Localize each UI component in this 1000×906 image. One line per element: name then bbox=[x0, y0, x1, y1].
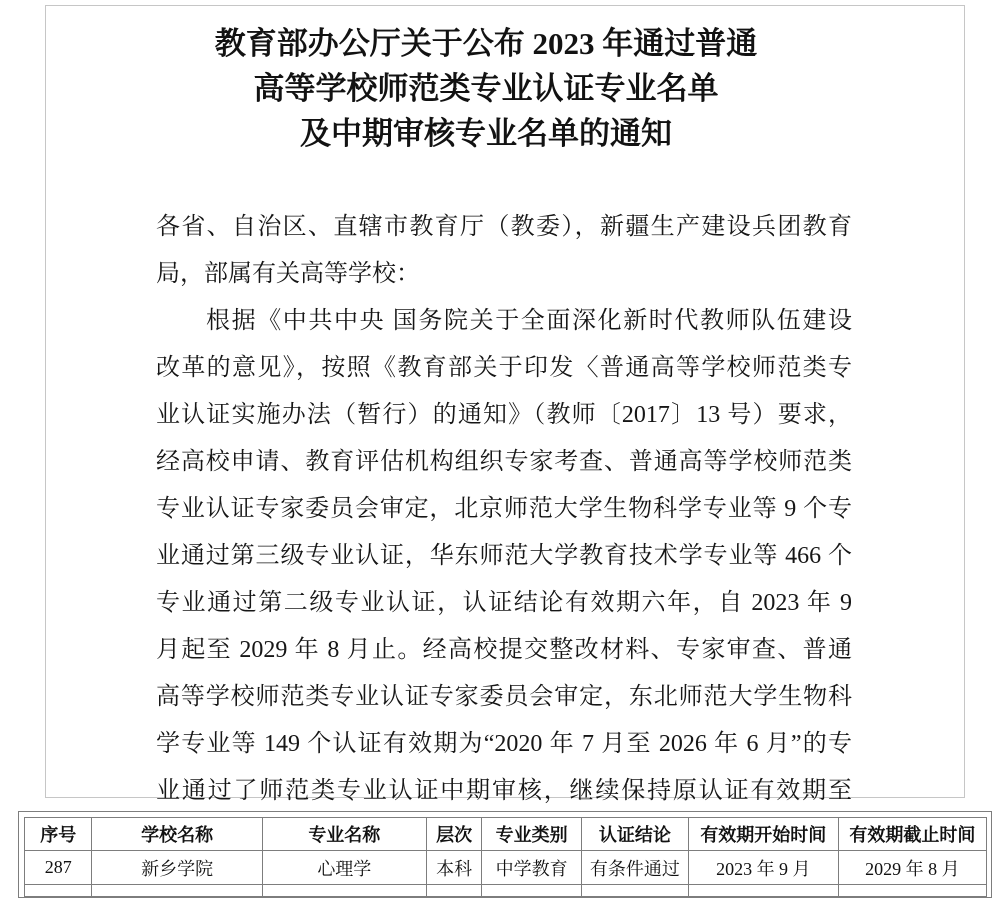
table-cell-major: 心理学 bbox=[262, 851, 426, 885]
table-cell-empty bbox=[92, 885, 262, 897]
body-text-line: 局，部属有关高等学校： bbox=[156, 261, 420, 287]
document-title-line-1: 教育部办公厅关于公布 2023 年通过普通 bbox=[214, 26, 758, 61]
body-text-line: 业通过了师范类专业认证中期审核，继续保持原认证有效期至 bbox=[156, 778, 852, 804]
table-header-cell-index: 序号 bbox=[25, 818, 92, 851]
table-header-cell-major: 专业名称 bbox=[262, 818, 426, 851]
body-text-line: 专业通过第二级专业认证，认证结论有效期六年，自 2023 年 9 bbox=[156, 590, 852, 616]
table-header-cell-valid-start: 有效期开始时间 bbox=[688, 818, 838, 851]
body-text-line: 学专业等 149 个认证有效期为“2020 年 7 月至 2026 年 6 月”的专 bbox=[156, 731, 852, 757]
certification-table bbox=[24, 817, 987, 897]
body-text-line: 改革的意见》，按照《教育部关于印发〈普通高等学校师范类专 bbox=[156, 355, 852, 381]
table-row-partial bbox=[25, 885, 987, 897]
body-text-line: 专业认证专家委员会审定，北京师范大学生物科学专业等 9 个专 bbox=[156, 496, 852, 522]
document-title-line-2: 高等学校师范类专业认证专业名单 bbox=[253, 71, 719, 106]
table-cell-category: 中学教育 bbox=[482, 851, 582, 885]
table-header-row bbox=[25, 818, 987, 851]
table-header-cell-school: 学校名称 bbox=[92, 818, 262, 851]
body-text-line: 高等学校师范类专业认证专家委员会审定，东北师范大学生物科 bbox=[156, 684, 852, 710]
table-cell-level: 本科 bbox=[426, 851, 481, 885]
table-cell-school: 新乡学院 bbox=[92, 851, 262, 885]
table-header-cell-result: 认证结论 bbox=[582, 818, 689, 851]
certification-table-frame bbox=[18, 811, 992, 898]
table-header-cell-category: 专业类别 bbox=[482, 818, 582, 851]
table-cell-empty bbox=[582, 885, 689, 897]
table-cell-empty bbox=[262, 885, 426, 897]
table-cell-empty bbox=[838, 885, 986, 897]
table-cell-valid-start: 2023 年 9 月 bbox=[688, 851, 838, 885]
table-cell-valid-end: 2029 年 8 月 bbox=[838, 851, 986, 885]
table-cell-empty bbox=[25, 885, 92, 897]
body-text-line: 根据《中共中央 国务院关于全面深化新时代教师队伍建设 bbox=[206, 308, 852, 334]
body-text-line: 经高校申请、教育评估机构组织专家考查、普通高等学校师范类 bbox=[156, 449, 852, 475]
table-row bbox=[25, 851, 987, 885]
document-page bbox=[45, 5, 965, 804]
document-body bbox=[156, 204, 852, 815]
body-text-line: 各省、自治区、直辖市教育厅（教委），新疆生产建设兵团教育 bbox=[156, 214, 852, 240]
body-text-line: 业认证实施办法（暂行）的通知》（教师〔2017〕13 号）要求， bbox=[156, 402, 852, 428]
table-header-cell-level: 层次 bbox=[426, 818, 481, 851]
body-text-line: 业通过第三级专业认证，华东师范大学教育技术学专业等 466 个 bbox=[156, 543, 852, 569]
table-cell-empty bbox=[482, 885, 582, 897]
document-title-line-3: 及中期审核专业名单的通知 bbox=[300, 116, 672, 151]
document-title bbox=[106, 21, 866, 156]
body-text-line: 月起至 2029 年 8 月止。经高校提交整改材料、专家审查、普通 bbox=[156, 637, 852, 663]
table-cell-result: 有条件通过 bbox=[582, 851, 689, 885]
table-cell-empty bbox=[426, 885, 481, 897]
table-header-cell-valid-end: 有效期截止时间 bbox=[838, 818, 986, 851]
table-cell-index: 287 bbox=[25, 851, 92, 885]
table-cell-empty bbox=[688, 885, 838, 897]
